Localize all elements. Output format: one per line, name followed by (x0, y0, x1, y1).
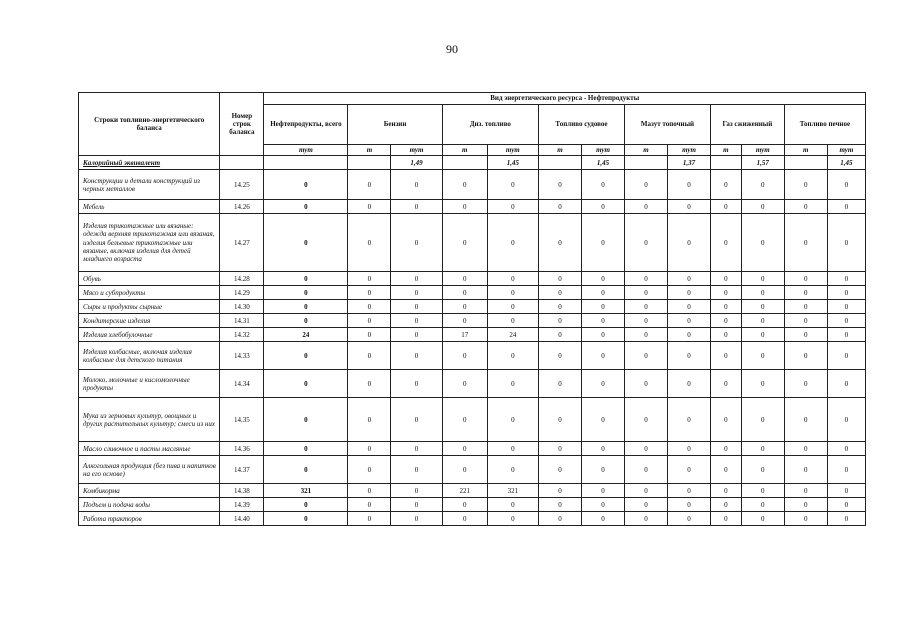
calorific-value (538, 156, 581, 170)
row-label: Изделия хлебобулочные (79, 328, 220, 342)
row-label: Подъем и подача воды (79, 498, 220, 512)
value-cell: 0 (827, 286, 865, 300)
row-number: 14.27 (220, 214, 264, 272)
unit-cell: т (784, 145, 827, 156)
calorific-value (442, 156, 487, 170)
page-number: 90 (446, 42, 458, 56)
row-number: 14.34 (220, 370, 264, 398)
row-number: 14.35 (220, 398, 264, 442)
value-cell: 0 (711, 200, 742, 214)
value-cell: 0 (624, 200, 667, 214)
value-cell: 0 (581, 456, 624, 484)
row-label: Конструкции и детали конструкций из черных металлов (79, 170, 220, 200)
value-cell: 0 (784, 170, 827, 200)
group-header: Топливо судовое (538, 105, 624, 145)
row-label: Мука из зерновых культур, овощных и других растительных культур; смеси из них (79, 398, 220, 442)
value-cell: 0 (264, 370, 348, 398)
value-cell: 0 (391, 314, 442, 328)
table-body (79, 156, 866, 526)
value-cell: 0 (487, 214, 538, 272)
value-cell: 0 (487, 342, 538, 370)
value-cell: 0 (538, 484, 581, 498)
value-cell: 0 (581, 442, 624, 456)
value-cell: 0 (668, 214, 711, 272)
value-cell: 0 (348, 214, 391, 272)
value-cell: 0 (538, 342, 581, 370)
calorific-value: 1,49 (391, 156, 442, 170)
value-cell: 0 (391, 498, 442, 512)
unit-cell: тут (741, 145, 784, 156)
value-cell: 0 (827, 170, 865, 200)
calorific-value (264, 156, 348, 170)
value-cell: 0 (264, 272, 348, 286)
value-cell: 0 (624, 286, 667, 300)
value-cell: 0 (784, 314, 827, 328)
value-cell: 0 (538, 286, 581, 300)
value-cell: 0 (487, 512, 538, 526)
value-cell: 0 (624, 214, 667, 272)
value-cell: 0 (827, 370, 865, 398)
value-cell: 0 (827, 200, 865, 214)
value-cell: 0 (827, 272, 865, 286)
value-cell: 0 (538, 442, 581, 456)
table-row (79, 328, 866, 342)
group-header: Газ сжиженный (711, 105, 785, 145)
value-cell: 0 (391, 286, 442, 300)
value-cell: 0 (668, 300, 711, 314)
value-cell: 0 (264, 170, 348, 200)
value-cell: 0 (827, 512, 865, 526)
value-cell: 0 (624, 300, 667, 314)
row-number: 14.30 (220, 300, 264, 314)
value-cell: 0 (624, 342, 667, 370)
row-label: Сыры и продукты сырные (79, 300, 220, 314)
calorific-value (348, 156, 391, 170)
row-label-header: Строки топливно-энергетического баланса (79, 93, 220, 156)
value-cell: 0 (784, 272, 827, 286)
value-cell: 0 (442, 442, 487, 456)
table-row (79, 286, 866, 300)
value-cell: 0 (487, 442, 538, 456)
row-label: Мясо и субпродукты (79, 286, 220, 300)
unit-cell: тут (487, 145, 538, 156)
value-cell: 0 (827, 442, 865, 456)
value-cell: 0 (538, 300, 581, 314)
value-cell: 0 (711, 342, 742, 370)
value-cell: 0 (391, 442, 442, 456)
value-cell: 221 (442, 484, 487, 498)
value-cell: 0 (348, 286, 391, 300)
unit-cell: тут (827, 145, 865, 156)
value-cell: 0 (741, 170, 784, 200)
value-cell: 0 (668, 442, 711, 456)
value-cell: 0 (741, 498, 784, 512)
value-cell: 0 (668, 342, 711, 370)
value-cell: 0 (827, 328, 865, 342)
value-cell: 0 (264, 214, 348, 272)
value-cell: 0 (538, 512, 581, 526)
value-cell: 0 (784, 456, 827, 484)
value-cell: 0 (668, 370, 711, 398)
calorific-value: 1,57 (741, 156, 784, 170)
value-cell: 0 (784, 398, 827, 442)
value-cell: 0 (391, 200, 442, 214)
value-cell: 0 (442, 200, 487, 214)
value-cell: 0 (741, 442, 784, 456)
calorific-row (79, 156, 866, 170)
value-cell: 0 (784, 512, 827, 526)
value-cell: 0 (581, 300, 624, 314)
value-cell: 0 (264, 456, 348, 484)
row-number: 14.33 (220, 342, 264, 370)
value-cell: 0 (442, 512, 487, 526)
value-cell: 0 (348, 314, 391, 328)
value-cell: 0 (442, 286, 487, 300)
value-cell: 17 (442, 328, 487, 342)
row-number: 14.32 (220, 328, 264, 342)
value-cell: 0 (264, 200, 348, 214)
value-cell: 0 (624, 512, 667, 526)
value-cell: 0 (784, 342, 827, 370)
value-cell: 0 (264, 300, 348, 314)
value-cell: 0 (827, 214, 865, 272)
value-cell: 0 (711, 370, 742, 398)
table-row (79, 442, 866, 456)
row-number: 14.25 (220, 170, 264, 200)
table-row (79, 200, 866, 214)
value-cell: 0 (711, 300, 742, 314)
value-cell: 0 (391, 300, 442, 314)
value-cell: 0 (668, 272, 711, 286)
value-cell: 0 (487, 456, 538, 484)
value-cell: 0 (784, 442, 827, 456)
value-cell: 0 (391, 398, 442, 442)
value-cell: 0 (741, 314, 784, 328)
unit-cell: тут (264, 145, 348, 156)
table-row (79, 170, 866, 200)
value-cell: 0 (538, 272, 581, 286)
value-cell: 0 (711, 512, 742, 526)
value-cell: 0 (711, 328, 742, 342)
value-cell: 0 (741, 272, 784, 286)
value-cell: 0 (581, 398, 624, 442)
value-cell: 0 (391, 370, 442, 398)
value-cell: 0 (264, 512, 348, 526)
value-cell: 0 (348, 498, 391, 512)
value-cell: 0 (487, 200, 538, 214)
value-cell: 321 (264, 484, 348, 498)
value-cell: 0 (391, 456, 442, 484)
value-cell: 0 (668, 286, 711, 300)
table-row (79, 456, 866, 484)
value-cell: 0 (741, 484, 784, 498)
value-cell: 0 (442, 214, 487, 272)
group-header: Нефтепродукты, всего (264, 105, 348, 145)
value-cell: 0 (348, 272, 391, 286)
value-cell: 0 (784, 328, 827, 342)
value-cell: 0 (741, 512, 784, 526)
value-cell: 0 (391, 170, 442, 200)
value-cell: 0 (784, 300, 827, 314)
table-row (79, 498, 866, 512)
value-cell: 0 (348, 328, 391, 342)
group-header: Топливо печное (784, 105, 865, 145)
value-cell: 0 (784, 214, 827, 272)
value-cell: 0 (711, 272, 742, 286)
unit-cell: т (348, 145, 391, 156)
row-number: 14.31 (220, 314, 264, 328)
value-cell: 0 (348, 456, 391, 484)
value-cell: 0 (391, 342, 442, 370)
row-label: Молоко, молочные и кисломолочные продукты (79, 370, 220, 398)
value-cell: 0 (784, 498, 827, 512)
value-cell: 0 (581, 314, 624, 328)
value-cell: 0 (624, 170, 667, 200)
table-row (79, 484, 866, 498)
value-cell: 0 (348, 442, 391, 456)
value-cell: 0 (711, 498, 742, 512)
value-cell: 0 (624, 442, 667, 456)
value-cell: 0 (391, 484, 442, 498)
value-cell: 0 (391, 512, 442, 526)
value-cell: 0 (538, 328, 581, 342)
value-cell: 0 (487, 170, 538, 200)
row-label: Обувь (79, 272, 220, 286)
value-cell: 0 (624, 484, 667, 498)
value-cell: 0 (442, 456, 487, 484)
value-cell: 0 (391, 328, 442, 342)
value-cell: 0 (442, 342, 487, 370)
value-cell: 0 (538, 456, 581, 484)
calorific-value: 1,45 (581, 156, 624, 170)
unit-cell: т (442, 145, 487, 156)
value-cell: 0 (741, 456, 784, 484)
value-cell: 0 (668, 200, 711, 214)
value-cell: 0 (711, 170, 742, 200)
group-header: Мазут топочный (624, 105, 710, 145)
row-label: Мебель (79, 200, 220, 214)
value-cell: 0 (487, 370, 538, 398)
value-cell: 0 (668, 484, 711, 498)
unit-cell: тут (391, 145, 442, 156)
value-cell: 0 (711, 398, 742, 442)
calorific-value: 1,45 (487, 156, 538, 170)
value-cell: 0 (538, 370, 581, 398)
value-cell: 0 (391, 214, 442, 272)
value-cell: 0 (668, 398, 711, 442)
value-cell: 0 (624, 370, 667, 398)
value-cell: 0 (711, 314, 742, 328)
value-cell: 0 (348, 512, 391, 526)
value-cell: 0 (827, 342, 865, 370)
calorific-value (784, 156, 827, 170)
value-cell: 0 (264, 342, 348, 370)
row-label: Изделия трикотажные или вязаные: одежда верхняя трикотажная или вязаная, изделия бельевые трикотажные или вязаные, включая изделия для детей младшего возраста (79, 214, 220, 272)
unit-cell: т (711, 145, 742, 156)
value-cell: 0 (348, 342, 391, 370)
value-cell: 24 (264, 328, 348, 342)
value-cell: 0 (487, 398, 538, 442)
value-cell: 0 (827, 456, 865, 484)
value-cell: 0 (581, 484, 624, 498)
value-cell: 0 (711, 286, 742, 300)
value-cell: 0 (538, 214, 581, 272)
row-number: 14.37 (220, 456, 264, 484)
row-number: 14.39 (220, 498, 264, 512)
value-cell: 0 (624, 314, 667, 328)
value-cell: 0 (784, 200, 827, 214)
group-header: Диз. топливо (442, 105, 538, 145)
row-label: Масло сливочное и пасты масляные (79, 442, 220, 456)
value-cell: 0 (264, 286, 348, 300)
value-cell: 0 (581, 286, 624, 300)
value-cell: 0 (581, 170, 624, 200)
value-cell: 0 (741, 214, 784, 272)
value-cell: 0 (538, 170, 581, 200)
value-cell: 0 (624, 272, 667, 286)
table-row (79, 370, 866, 398)
value-cell: 0 (348, 370, 391, 398)
value-cell: 0 (442, 272, 487, 286)
value-cell: 0 (581, 200, 624, 214)
value-cell: 0 (487, 286, 538, 300)
value-cell: 0 (487, 272, 538, 286)
value-cell: 0 (668, 456, 711, 484)
value-cell: 0 (827, 398, 865, 442)
value-cell: 0 (711, 214, 742, 272)
calorific-value (711, 156, 742, 170)
value-cell: 0 (442, 300, 487, 314)
value-cell: 0 (581, 370, 624, 398)
value-cell: 0 (741, 286, 784, 300)
row-label: Алкогольная продукция (без пива и напитков на его основе) (79, 456, 220, 484)
row-number: 14.40 (220, 512, 264, 526)
value-cell: 0 (442, 170, 487, 200)
value-cell: 0 (624, 328, 667, 342)
value-cell: 0 (668, 314, 711, 328)
calorific-value: 1,37 (668, 156, 711, 170)
value-cell: 0 (741, 370, 784, 398)
value-cell: 0 (624, 498, 667, 512)
value-cell: 0 (711, 442, 742, 456)
value-cell: 0 (538, 314, 581, 328)
table-row (79, 398, 866, 442)
value-cell: 0 (581, 214, 624, 272)
calorific-value (624, 156, 667, 170)
value-cell: 0 (581, 328, 624, 342)
value-cell: 0 (624, 456, 667, 484)
value-cell: 0 (741, 328, 784, 342)
row-number: 14.26 (220, 200, 264, 214)
row-label: Работа тракторов (79, 512, 220, 526)
calorific-num (220, 156, 264, 170)
value-cell: 0 (348, 170, 391, 200)
table-row (79, 272, 866, 286)
value-cell: 0 (784, 484, 827, 498)
value-cell: 0 (264, 398, 348, 442)
value-cell: 0 (391, 272, 442, 286)
value-cell: 0 (264, 498, 348, 512)
value-cell: 0 (741, 300, 784, 314)
row-label: Комбикорма (79, 484, 220, 498)
value-cell: 0 (827, 300, 865, 314)
unit-cell: тут (581, 145, 624, 156)
value-cell: 0 (487, 314, 538, 328)
calorific-value: 1,45 (827, 156, 865, 170)
value-cell: 0 (711, 484, 742, 498)
value-cell: 0 (538, 498, 581, 512)
value-cell: 0 (348, 398, 391, 442)
value-cell: 0 (538, 398, 581, 442)
value-cell: 0 (668, 512, 711, 526)
value-cell: 0 (668, 328, 711, 342)
value-cell: 24 (487, 328, 538, 342)
value-cell: 0 (442, 370, 487, 398)
value-cell: 0 (581, 512, 624, 526)
value-cell: 0 (348, 300, 391, 314)
row-number: 14.28 (220, 272, 264, 286)
row-label: Кондитерские изделия (79, 314, 220, 328)
value-cell: 0 (784, 286, 827, 300)
group-header: Бензин (348, 105, 442, 145)
value-cell: 0 (442, 498, 487, 512)
value-cell: 0 (624, 398, 667, 442)
value-cell: 0 (827, 314, 865, 328)
value-cell: 0 (348, 484, 391, 498)
resource-type-header: Вид энергетического ресурса - Нефтепродукты (264, 93, 866, 105)
value-cell: 0 (442, 314, 487, 328)
unit-cell: тут (668, 145, 711, 156)
unit-cell: т (538, 145, 581, 156)
row-number: 14.38 (220, 484, 264, 498)
value-cell: 0 (711, 456, 742, 484)
value-cell: 0 (741, 398, 784, 442)
row-number-header: Номер строк баланса (220, 93, 264, 156)
row-number: 14.29 (220, 286, 264, 300)
value-cell: 0 (668, 498, 711, 512)
value-cell: 321 (487, 484, 538, 498)
table-row (79, 314, 866, 328)
value-cell: 0 (487, 498, 538, 512)
calorific-label: Калорийный эквивалент (79, 156, 220, 170)
value-cell: 0 (348, 200, 391, 214)
value-cell: 0 (581, 498, 624, 512)
value-cell: 0 (487, 300, 538, 314)
value-cell: 0 (264, 442, 348, 456)
value-cell: 0 (741, 200, 784, 214)
row-label: Изделия колбасные, включая изделия колбасные для детского питания (79, 342, 220, 370)
value-cell: 0 (442, 398, 487, 442)
value-cell: 0 (581, 342, 624, 370)
table-row (79, 512, 866, 526)
table-header (79, 93, 866, 156)
value-cell: 0 (827, 484, 865, 498)
row-number: 14.36 (220, 442, 264, 456)
value-cell: 0 (784, 370, 827, 398)
value-cell: 0 (741, 342, 784, 370)
value-cell: 0 (668, 170, 711, 200)
value-cell: 0 (264, 314, 348, 328)
value-cell: 0 (581, 272, 624, 286)
table-row (79, 300, 866, 314)
fuel-balance-table (78, 92, 866, 526)
value-cell: 0 (538, 200, 581, 214)
table-row (79, 214, 866, 272)
value-cell: 0 (827, 498, 865, 512)
unit-cell: т (624, 145, 667, 156)
table-row (79, 342, 866, 370)
